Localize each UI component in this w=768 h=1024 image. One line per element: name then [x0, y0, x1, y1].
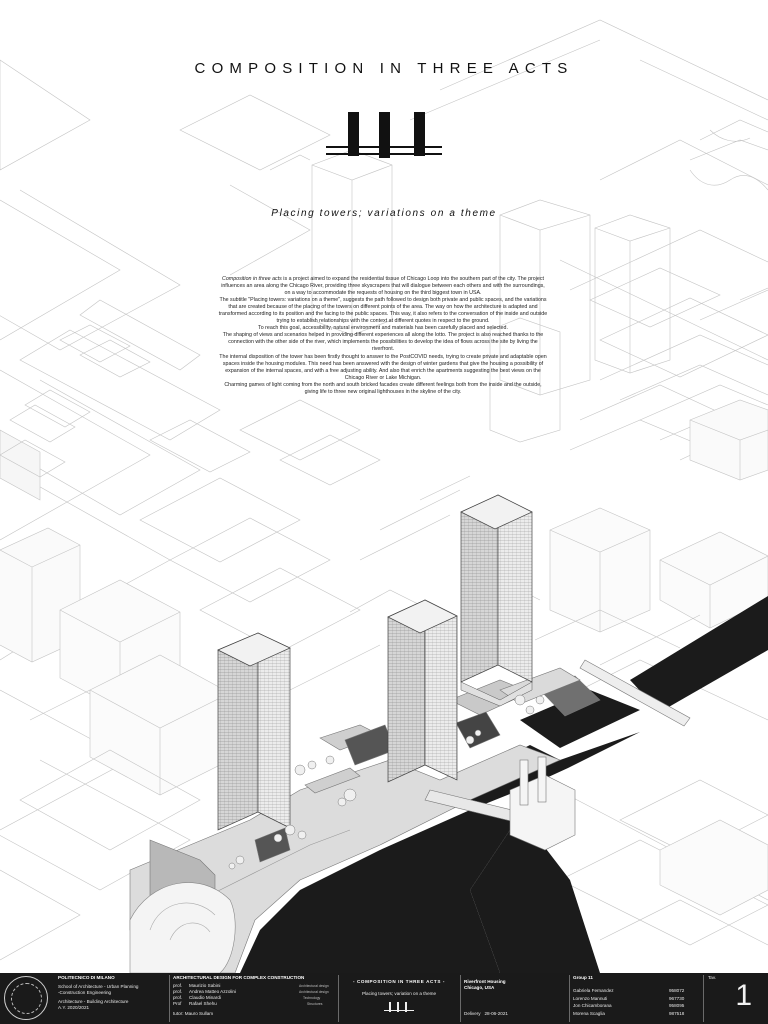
prof-subject: Technology	[303, 996, 321, 1000]
member-id: 987518	[669, 1010, 685, 1016]
school-line-2: -Construction Engineering	[58, 990, 112, 995]
prof-name: Claudio Minardi	[189, 995, 221, 1000]
project-description	[218, 276, 548, 396]
intro-paragraph-1	[218, 276, 548, 297]
course-info	[173, 975, 336, 1023]
footer-divider	[169, 975, 170, 1022]
project-title: - COMPOSITION IN THREE ACTS -	[352, 979, 445, 984]
member-id: 958095	[669, 1003, 685, 1008]
intro-paragraph-6: Charming games of light coming from the north and south bricked facades create different feelings both from the inside and the outside, giving life to three new original lighthouses in the skyline of the city.	[224, 381, 542, 395]
school-line-4: A.Y. 2020/2021	[58, 1005, 90, 1010]
school-name: POLITECNICO DI MILANO	[58, 975, 115, 980]
logo-line-bottom	[326, 153, 442, 155]
prof-role: prof.	[173, 983, 183, 988]
group-title: Group 11	[573, 975, 593, 980]
school-line-3: Architecture - Building Architecture	[58, 999, 129, 1004]
table-number: 1	[735, 979, 752, 1012]
title-block-footer	[0, 973, 768, 1024]
footer-divider	[460, 975, 461, 1022]
poster-subtitle: Placing towers; variations on a theme	[271, 208, 497, 219]
member-name: Jon Chicamborana	[573, 1003, 612, 1008]
intro-paragraph-3: To reach this goal, accessibility, natural environment and materials has been carefully placed and selected.	[258, 325, 508, 332]
logo-line-top	[326, 146, 442, 148]
prof-subject: Architectural design	[299, 990, 329, 994]
member-name: Lorenzo Mannuti	[573, 995, 608, 1001]
tower-3	[461, 495, 532, 706]
tutor-name: tutor: Mauro Sullam	[173, 1011, 214, 1016]
intro-paragraph-2: The subtitle "Placing towers: variations on a theme", suggests the path followed to design both private and public spaces, and the variations that are created because of the placing of the towers on different points of the area. The way on how the architecture is adapted and transformed according to its position and the facing to the public spaces. This way, it also refers to the conversation of the inside and outside trying to establish relationships with the context at different quotes in respect to the ground.	[218, 297, 548, 325]
poster-title: COMPOSITION IN THREE ACTS	[194, 60, 574, 77]
delivery-label: Delivery	[464, 1011, 481, 1016]
prof-role: prof.	[173, 995, 183, 1000]
prof-subject: Architectural design	[299, 984, 329, 988]
delivery-date: 28-06-2021	[484, 1011, 508, 1016]
school-line-1: School of Architecture - Urban Planning	[58, 984, 139, 989]
prof-name: Andrea Matteo Azzolini	[189, 989, 236, 994]
member-id: 967730	[669, 995, 685, 1001]
location-block	[464, 975, 564, 1023]
logo-tower-bar-3	[414, 112, 425, 156]
member-id: 958072	[669, 988, 685, 993]
politecnico-seal-icon	[4, 976, 48, 1020]
member-name: Morena Scaglia	[573, 1010, 605, 1016]
project-title-block	[340, 975, 458, 1023]
prof-row	[173, 1001, 336, 1007]
location-line-2: Chicago, USA	[464, 985, 495, 990]
prof-name: Rafael Shehu	[189, 1001, 217, 1006]
intro-paragraph-4: The shaping of views and scenarios helped in providing different experiences all along the lotto. The project is also reached thanks to the connection with the other side of the river, which implements the possibilities to develop the idea of flows across the site by living the riverfront.	[222, 332, 544, 353]
member-row	[573, 1011, 693, 1019]
school-info	[58, 975, 168, 1023]
footer-logo-mark	[384, 1002, 414, 1014]
footer-divider	[338, 975, 339, 1022]
member-row	[573, 1003, 693, 1011]
member-row	[573, 996, 693, 1004]
group-block	[573, 975, 693, 1023]
footer-divider	[703, 975, 704, 1022]
logo-tower-bar-1	[348, 112, 359, 156]
intro-lead-italic: Composition in three acts	[222, 276, 282, 282]
intro-paragraph-5: The internal disposition of the tower has been firstly thought to answer to the PostCOVID needs, trying to create private and adaptable open spaces inside the housing modules. This need has been answered with the design of winter gardens that give the housing a possibility of expansion of the internal spaces, and with a free adjusting ability. And also that enrich the apartments suggesting the best views on the Chicago River or Lake Michigan.	[219, 353, 547, 381]
prof-subject: Structures	[307, 1002, 323, 1006]
footer-divider	[569, 975, 570, 1022]
tower-1	[218, 633, 290, 830]
intro-paragraph-1-text: is a project aimed to expand the residential tissue of Chicago Loop into the southern part of the city. The project influences an area along the Chicago River, providing three skyscrapers that will dialogue between each others and with the surroundings, on a way to accommodate the requests of housing on the third biggest town in USA.	[221, 276, 545, 297]
member-name: Gabriela Fernandez	[573, 988, 614, 993]
course-title: ARCHITECTURAL DESIGN FOR COMPLEX CONSTRUCTION	[173, 975, 305, 980]
tower-2	[388, 600, 457, 782]
project-subtitle: Placing towers; variation on a theme	[361, 991, 437, 996]
prof-name: Maurizio Sabini	[189, 983, 221, 988]
prof-role: Prof	[173, 1001, 182, 1006]
three-towers-logo-mark	[326, 112, 442, 164]
member-row	[573, 988, 693, 996]
table-label: Tav.	[708, 975, 717, 980]
prof-role: prof.	[173, 989, 183, 994]
location-line-1: Riverfront Housing	[464, 979, 506, 984]
logo-tower-bar-2	[379, 112, 390, 158]
